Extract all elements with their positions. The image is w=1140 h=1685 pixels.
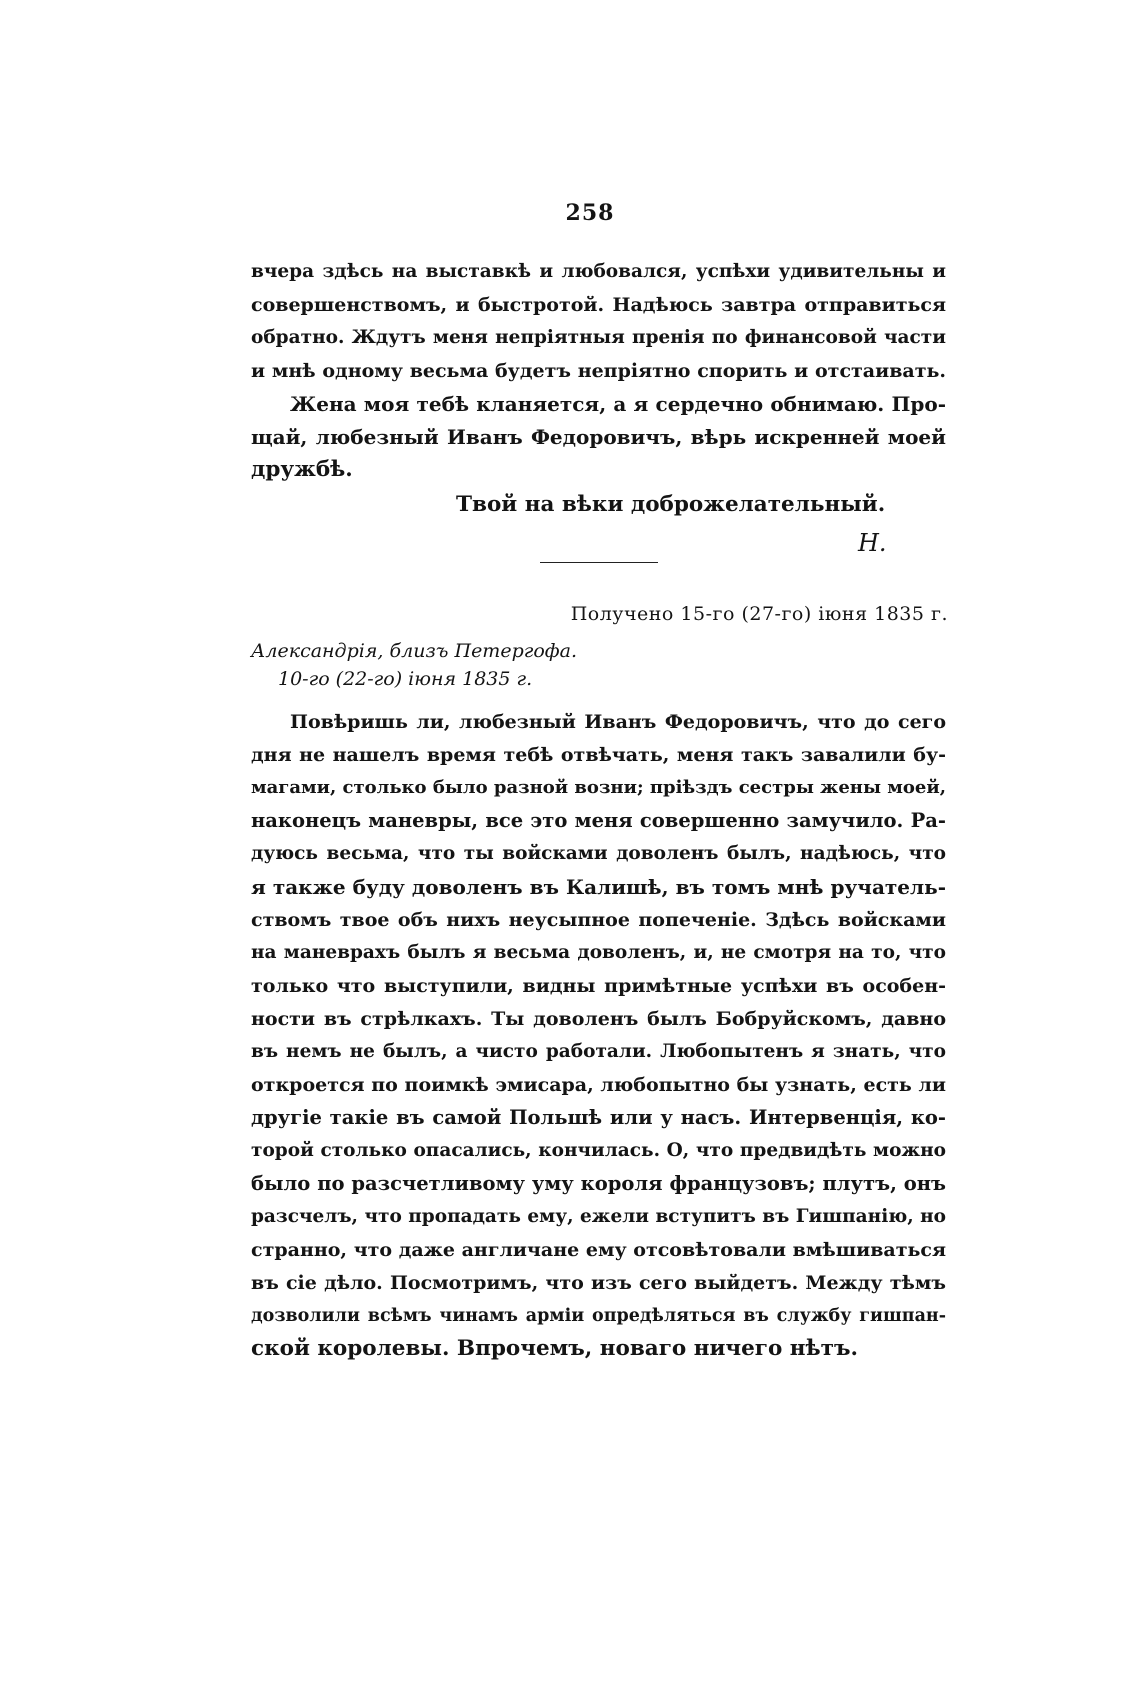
section-divider [540,562,658,563]
page-number: 258 [565,200,615,226]
letter2-place: Александрія, близъ Петергофа. [251,640,578,662]
letter2-line: разсчелъ, что пропадать ему, ежели вступитъ въ Гишпанію, но [251,1206,946,1227]
letter2-line: странно, что даже англичане ему отсовѣтовали вмѣшиваться [251,1239,946,1261]
letter2-line: въ немъ не былъ, а чисто работали. Любопытенъ я знать, что [251,1041,946,1062]
letter2-line: только что выступили, видны примѣтные успѣхи въ особен- [251,975,946,997]
letter1-line: вчера здѣсь на выставкѣ и любовался, успѣхи удивительны и [251,261,946,282]
letter2-line: на маневрахъ былъ я весьма доволенъ, и, не смотря на то, что [251,942,946,963]
letter2-line: дуюсь весьма, что ты войсками доволенъ былъ, надѣюсь, что [251,843,946,864]
letter2-line: было по разсчетливому уму короля французовъ; плутъ, онъ [251,1172,946,1195]
letter1-signature-initial: Н. [858,529,887,557]
letter2-line: наконецъ маневры, все это меня совершенно замучило. Ра- [251,809,946,832]
letter1-line: обратно. Ждутъ меня непріятныя пренія по финансовой части [251,327,946,348]
letter2-received-note: Получено 15-го (27-го) іюня 1835 г. [570,603,948,625]
letter2-line: дня не нашелъ время тебѣ отвѣчать, меня такъ завалили бу- [251,744,946,766]
letter2-line: магами, столько было разной возни; пріѣздъ сестры жены моей, [251,777,946,798]
letter1-line: Жена моя тебѣ кланяется, а я сердечно обнимаю. Про- [290,392,946,416]
letter1-line: и мнѣ одному весьма будетъ непріятно спорить и отстаивать. [251,360,946,382]
letter2-line: торой столько опасались, кончилась. О, что предвидѣть можно [251,1140,946,1161]
letter2-line: Повѣришь ли, любезный Иванъ Федоровичъ, что до сего [290,711,946,733]
letter2-line: откроется по поимкѣ эмисара, любопытно бы узнать, есть ли [251,1074,946,1096]
letter1-line: щай, любезный Иванъ Федоровичъ, вѣрь искренней моей [251,425,946,449]
letter1-signoff: Твой на вѣки доброжелательный. [456,492,886,517]
letter1-line: совершенствомъ, и быстротой. Надѣюсь завтра отправиться [251,294,946,316]
letter1-line: дружбѣ. [251,457,353,482]
letter2-line: ности въ стрѣлкахъ. Ты доволенъ былъ Бобруйскомъ, давно [251,1008,946,1030]
letter2-line: дозволили всѣмъ чинамъ арміи опредѣляться въ службу гишпан- [251,1306,946,1326]
letter2-line: я также буду доволенъ въ Калишѣ, въ томъ мнѣ ручатель- [251,875,946,899]
letter2-line: другіе такіе въ самой Польшѣ или у насъ. Интервенція, ко- [251,1106,946,1129]
letter2-line: ствомъ твое объ нихъ неусыпное попеченіе. Здѣсь войсками [251,909,946,931]
letter2-line: въ сіе дѣло. Посмотримъ, что изъ сего выйдетъ. Между тѣмъ [251,1272,946,1294]
letter2-line: ской королевы. Впрочемъ, новаго ничего нѣтъ. [251,1336,858,1361]
letter2-date: 10-го (22-го) іюня 1835 г. [278,668,533,690]
